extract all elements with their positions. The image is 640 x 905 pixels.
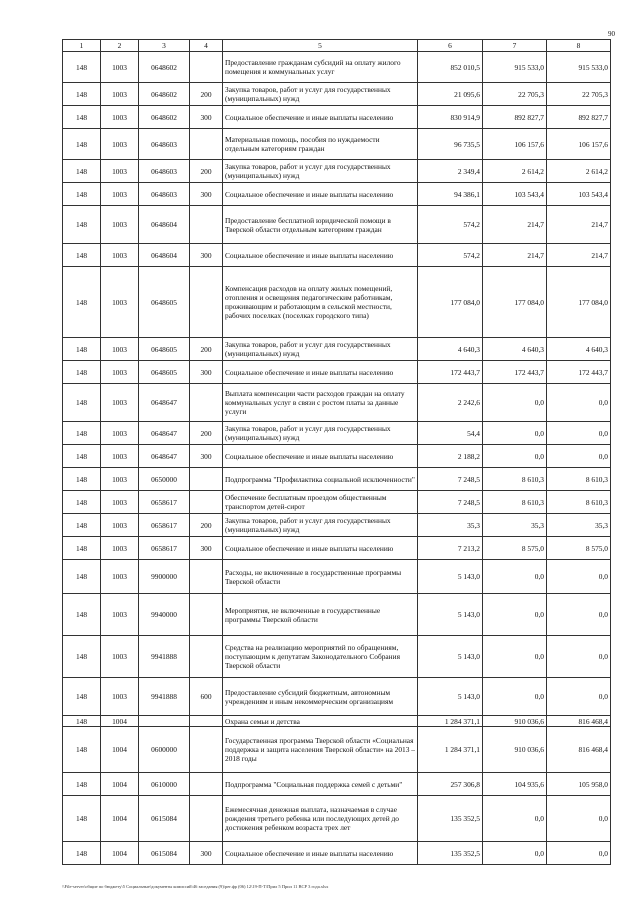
cell-amount-year1: 135 352,5	[418, 842, 483, 865]
cell-amount-year2: 910 036,6	[483, 716, 547, 727]
cell-amount-year2: 0,0	[483, 445, 547, 468]
cell-amount-year3: 0,0	[547, 384, 611, 422]
page-number: 90	[608, 30, 615, 38]
cell-expense-type: 300	[190, 106, 223, 129]
cell-amount-year3: 105 958,0	[547, 773, 611, 796]
cell-section-code: 1003	[101, 244, 139, 267]
cell-amount-year3: 0,0	[547, 636, 611, 678]
cell-amount-year1: 2 349,4	[418, 160, 483, 183]
cell-ministry-code: 148	[63, 491, 101, 514]
cell-expense-type: 300	[190, 445, 223, 468]
cell-expense-type	[190, 468, 223, 491]
cell-target-code: 0648647	[139, 422, 190, 445]
cell-ministry-code: 148	[63, 422, 101, 445]
cell-expense-type: 200	[190, 338, 223, 361]
cell-section-code: 1004	[101, 773, 139, 796]
cell-expense-type	[190, 727, 223, 773]
cell-amount-year1: 574,2	[418, 206, 483, 244]
table-row	[63, 244, 611, 267]
cell-amount-year2: 4 640,3	[483, 338, 547, 361]
cell-section-code: 1003	[101, 422, 139, 445]
cell-target-code: 0648605	[139, 338, 190, 361]
cell-amount-year2: 0,0	[483, 842, 547, 865]
cell-amount-year3: 0,0	[547, 594, 611, 636]
column-header: 2	[101, 40, 139, 52]
cell-section-code: 1003	[101, 267, 139, 338]
cell-description: Мероприятия, не включенные в государственные программы Тверской области	[223, 594, 418, 636]
cell-amount-year3: 4 640,3	[547, 338, 611, 361]
cell-expense-type	[190, 773, 223, 796]
cell-expense-type: 200	[190, 160, 223, 183]
cell-amount-year1: 1 284 371,1	[418, 727, 483, 773]
cell-description: Компенсация расходов на оплату жилых помещений, отопления и освещения педагогическим работникам, проживающим и работающим в сельской местности, рабочих поселках (поселках городского типа)	[223, 267, 418, 338]
cell-amount-year3: 214,7	[547, 244, 611, 267]
cell-amount-year2: 106 157,6	[483, 129, 547, 160]
cell-amount-year3: 2 614,2	[547, 160, 611, 183]
column-header: 5	[223, 40, 418, 52]
cell-amount-year3: 172 443,7	[547, 361, 611, 384]
cell-amount-year1: 5 143,0	[418, 594, 483, 636]
table-row	[63, 384, 611, 422]
cell-amount-year3: 0,0	[547, 445, 611, 468]
cell-target-code: 0615084	[139, 796, 190, 842]
cell-amount-year2: 8 610,3	[483, 468, 547, 491]
cell-target-code: 0648647	[139, 384, 190, 422]
cell-amount-year1: 5 143,0	[418, 560, 483, 594]
table-row	[63, 468, 611, 491]
cell-amount-year1: 21 095,6	[418, 83, 483, 106]
cell-amount-year3: 915 533,0	[547, 52, 611, 83]
table-row	[63, 796, 611, 842]
cell-description: Закупка товаров, работ и услуг для государственных (муниципальных) нужд	[223, 422, 418, 445]
cell-amount-year1: 135 352,5	[418, 796, 483, 842]
column-header: 7	[483, 40, 547, 52]
cell-section-code: 1004	[101, 716, 139, 727]
cell-section-code: 1003	[101, 160, 139, 183]
cell-amount-year1: 7 248,5	[418, 491, 483, 514]
cell-ministry-code: 148	[63, 244, 101, 267]
cell-description: Ежемесячная денежная выплата, назначаемая в случае рождения третьего ребенка или последующих детей до достижения ребенком возраста трех лет	[223, 796, 418, 842]
cell-section-code: 1004	[101, 842, 139, 865]
cell-section-code: 1004	[101, 796, 139, 842]
cell-description: Социальное обеспечение и иные выплаты населению	[223, 106, 418, 129]
cell-section-code: 1003	[101, 560, 139, 594]
cell-section-code: 1003	[101, 537, 139, 560]
cell-expense-type: 300	[190, 183, 223, 206]
cell-amount-year2: 214,7	[483, 206, 547, 244]
cell-description: Закупка товаров, работ и услуг для государственных (муниципальных) нужд	[223, 160, 418, 183]
cell-target-code: 0648605	[139, 361, 190, 384]
cell-expense-type: 300	[190, 244, 223, 267]
cell-description: Средства на реализацию мероприятий по обращениям, поступающим к депутатам Законодательного Собрания Тверской области	[223, 636, 418, 678]
cell-target-code: 9941888	[139, 636, 190, 678]
cell-amount-year1: 4 640,3	[418, 338, 483, 361]
cell-amount-year2: 35,3	[483, 514, 547, 537]
table-row	[63, 727, 611, 773]
cell-target-code: 9941888	[139, 678, 190, 716]
cell-section-code: 1003	[101, 83, 139, 106]
cell-amount-year3: 0,0	[547, 842, 611, 865]
cell-description: Подпрограмма "Профилактика социальной исключенности"	[223, 468, 418, 491]
cell-amount-year3: 0,0	[547, 796, 611, 842]
cell-expense-type: 200	[190, 422, 223, 445]
cell-description: Закупка товаров, работ и услуг для государственных (муниципальных) нужд	[223, 514, 418, 537]
cell-ministry-code: 148	[63, 727, 101, 773]
cell-expense-type	[190, 716, 223, 727]
cell-ministry-code: 148	[63, 773, 101, 796]
cell-description: Обеспечение бесплатным проездом общественным транспортом детей-сирот	[223, 491, 418, 514]
cell-expense-type	[190, 129, 223, 160]
cell-target-code: 0658617	[139, 514, 190, 537]
cell-amount-year3: 0,0	[547, 422, 611, 445]
cell-amount-year3: 214,7	[547, 206, 611, 244]
cell-amount-year2: 8 575,0	[483, 537, 547, 560]
budget-table	[62, 39, 611, 865]
cell-amount-year3: 106 157,6	[547, 129, 611, 160]
cell-expense-type	[190, 636, 223, 678]
cell-amount-year1: 35,3	[418, 514, 483, 537]
cell-description: Социальное обеспечение и иные выплаты населению	[223, 361, 418, 384]
cell-expense-type: 300	[190, 842, 223, 865]
table-row	[63, 206, 611, 244]
cell-target-code: 0615084	[139, 842, 190, 865]
cell-description: Социальное обеспечение и иные выплаты населению	[223, 244, 418, 267]
column-header: 3	[139, 40, 190, 52]
cell-ministry-code: 148	[63, 537, 101, 560]
cell-target-code: 0648603	[139, 160, 190, 183]
cell-amount-year2: 0,0	[483, 636, 547, 678]
cell-amount-year2: 177 084,0	[483, 267, 547, 338]
cell-target-code: 0650000	[139, 468, 190, 491]
cell-section-code: 1003	[101, 491, 139, 514]
column-header: 1	[63, 40, 101, 52]
cell-expense-type: 300	[190, 361, 223, 384]
cell-description: Подпрограмма "Социальная поддержка семей с детьми"	[223, 773, 418, 796]
cell-ministry-code: 148	[63, 52, 101, 83]
cell-target-code: 0658617	[139, 491, 190, 514]
cell-amount-year2: 104 935,6	[483, 773, 547, 796]
cell-amount-year1: 54,4	[418, 422, 483, 445]
column-header: 8	[547, 40, 611, 52]
cell-ministry-code: 148	[63, 636, 101, 678]
cell-amount-year2: 0,0	[483, 384, 547, 422]
cell-amount-year1: 2 188,2	[418, 445, 483, 468]
cell-description: Предоставление гражданам субсидий на оплату жилого помещения и коммунальных услуг	[223, 52, 418, 83]
cell-ministry-code: 148	[63, 129, 101, 160]
cell-ministry-code: 148	[63, 206, 101, 244]
cell-expense-type	[190, 560, 223, 594]
table-row	[63, 267, 611, 338]
cell-amount-year3: 0,0	[547, 678, 611, 716]
table-row	[63, 338, 611, 361]
cell-amount-year3: 103 543,4	[547, 183, 611, 206]
cell-description: Выплата компенсации части расходов граждан на оплату коммунальных услуг в связи с ростом платы за данные услуги	[223, 384, 418, 422]
cell-ministry-code: 148	[63, 678, 101, 716]
cell-description: Закупка товаров, работ и услуг для государственных (муниципальных) нужд	[223, 83, 418, 106]
cell-amount-year3: 816 468,4	[547, 727, 611, 773]
cell-amount-year3: 35,3	[547, 514, 611, 537]
cell-ministry-code: 148	[63, 445, 101, 468]
cell-amount-year2: 214,7	[483, 244, 547, 267]
cell-amount-year1: 7 248,5	[418, 468, 483, 491]
cell-section-code: 1003	[101, 338, 139, 361]
cell-description: Охрана семьи и детства	[223, 716, 418, 727]
cell-description: Социальное обеспечение и иные выплаты населению	[223, 842, 418, 865]
table-row	[63, 422, 611, 445]
table-row	[63, 537, 611, 560]
cell-amount-year2: 103 543,4	[483, 183, 547, 206]
cell-amount-year3: 0,0	[547, 560, 611, 594]
cell-target-code: 0648603	[139, 129, 190, 160]
cell-description: Закупка товаров, работ и услуг для государственных (муниципальных) нужд	[223, 338, 418, 361]
cell-expense-type	[190, 384, 223, 422]
cell-amount-year3: 22 705,3	[547, 83, 611, 106]
cell-amount-year1: 830 914,9	[418, 106, 483, 129]
cell-target-code: 0648602	[139, 106, 190, 129]
table-row	[63, 445, 611, 468]
cell-amount-year2: 8 610,3	[483, 491, 547, 514]
cell-target-code: 0648604	[139, 244, 190, 267]
cell-expense-type: 200	[190, 514, 223, 537]
cell-description: Социальное обеспечение и иные выплаты населению	[223, 183, 418, 206]
table-row	[63, 773, 611, 796]
cell-amount-year3: 892 827,7	[547, 106, 611, 129]
table-row	[63, 636, 611, 678]
cell-target-code: 0658617	[139, 537, 190, 560]
cell-amount-year1: 574,2	[418, 244, 483, 267]
cell-amount-year1: 852 010,5	[418, 52, 483, 83]
cell-amount-year2: 915 533,0	[483, 52, 547, 83]
cell-section-code: 1003	[101, 361, 139, 384]
cell-expense-type	[190, 267, 223, 338]
cell-amount-year1: 177 084,0	[418, 267, 483, 338]
cell-ministry-code: 148	[63, 514, 101, 537]
cell-section-code: 1003	[101, 52, 139, 83]
cell-description: Расходы, не включенные в государственные программы Тверской области	[223, 560, 418, 594]
table-row	[63, 514, 611, 537]
cell-expense-type	[190, 52, 223, 83]
cell-amount-year3: 8 610,3	[547, 491, 611, 514]
column-header: 4	[190, 40, 223, 52]
cell-ministry-code: 148	[63, 796, 101, 842]
cell-section-code: 1003	[101, 636, 139, 678]
table-row	[63, 361, 611, 384]
cell-section-code: 1003	[101, 206, 139, 244]
cell-amount-year2: 2 614,2	[483, 160, 547, 183]
cell-description: Государственная программа Тверской области «Социальная поддержка и защита населения Тверской области» на 2013 – 2018 годы	[223, 727, 418, 773]
table-row	[63, 160, 611, 183]
cell-target-code: 0648603	[139, 183, 190, 206]
cell-ministry-code: 148	[63, 716, 101, 727]
table-row	[63, 106, 611, 129]
cell-ministry-code: 148	[63, 106, 101, 129]
table-row	[63, 183, 611, 206]
cell-amount-year2: 0,0	[483, 678, 547, 716]
cell-section-code: 1003	[101, 183, 139, 206]
cell-amount-year1: 1 284 371,1	[418, 716, 483, 727]
cell-amount-year2: 0,0	[483, 594, 547, 636]
cell-expense-type	[190, 594, 223, 636]
cell-amount-year2: 22 705,3	[483, 83, 547, 106]
cell-ministry-code: 148	[63, 160, 101, 183]
cell-target-code: 9940000	[139, 594, 190, 636]
table-row	[63, 716, 611, 727]
cell-ministry-code: 148	[63, 560, 101, 594]
table-row	[63, 491, 611, 514]
cell-description: Социальное обеспечение и иные выплаты населению	[223, 537, 418, 560]
table-row	[63, 129, 611, 160]
cell-ministry-code: 148	[63, 338, 101, 361]
cell-amount-year1: 94 386,1	[418, 183, 483, 206]
cell-expense-type: 200	[190, 83, 223, 106]
cell-ministry-code: 148	[63, 594, 101, 636]
cell-amount-year3: 177 084,0	[547, 267, 611, 338]
cell-target-code	[139, 716, 190, 727]
cell-amount-year1: 2 242,6	[418, 384, 483, 422]
cell-section-code: 1004	[101, 727, 139, 773]
table-row	[63, 560, 611, 594]
table-row	[63, 594, 611, 636]
cell-amount-year1: 96 735,5	[418, 129, 483, 160]
cell-target-code: 0648605	[139, 267, 190, 338]
cell-section-code: 1003	[101, 514, 139, 537]
cell-description: Предоставление субсидий бюджетным, автономным учреждениям и иным некоммерческим организациям	[223, 678, 418, 716]
cell-amount-year3: 8 575,0	[547, 537, 611, 560]
cell-description: Социальное обеспечение и иные выплаты населению	[223, 445, 418, 468]
cell-section-code: 1003	[101, 445, 139, 468]
cell-amount-year2: 172 443,7	[483, 361, 547, 384]
cell-amount-year2: 0,0	[483, 560, 547, 594]
cell-amount-year3: 8 610,3	[547, 468, 611, 491]
cell-ministry-code: 148	[63, 468, 101, 491]
cell-section-code: 1003	[101, 678, 139, 716]
cell-target-code: 0648602	[139, 52, 190, 83]
cell-target-code: 9900000	[139, 560, 190, 594]
cell-section-code: 1003	[101, 468, 139, 491]
cell-ministry-code: 148	[63, 361, 101, 384]
cell-target-code: 0648647	[139, 445, 190, 468]
cell-section-code: 1003	[101, 594, 139, 636]
cell-description: Материальная помощь, пособия по нуждаемости отдельным категориям граждан	[223, 129, 418, 160]
header-row	[63, 40, 611, 52]
cell-amount-year1: 7 213,2	[418, 537, 483, 560]
table-row	[63, 83, 611, 106]
cell-amount-year2: 910 036,6	[483, 727, 547, 773]
cell-section-code: 1003	[101, 129, 139, 160]
cell-amount-year2: 0,0	[483, 422, 547, 445]
cell-ministry-code: 148	[63, 83, 101, 106]
cell-target-code: 0600000	[139, 727, 190, 773]
cell-amount-year1: 5 143,0	[418, 678, 483, 716]
file-path-footer: \\File-server\общие по бюджету\5 Социальные\документы комиссий\46 заседания (9)\рег.фр (06) 12\19-П-Т\Прил 5 Прил 11 ВСР 3 года.xlsx	[62, 884, 329, 889]
cell-target-code: 0610000	[139, 773, 190, 796]
cell-amount-year2: 892 827,7	[483, 106, 547, 129]
cell-expense-type: 600	[190, 678, 223, 716]
cell-amount-year1: 5 143,0	[418, 636, 483, 678]
cell-amount-year2: 0,0	[483, 796, 547, 842]
cell-target-code: 0648604	[139, 206, 190, 244]
cell-amount-year1: 257 306,8	[418, 773, 483, 796]
cell-description: Предоставление бесплатной юридической помощи в Тверской области отдельным категориям граждан	[223, 206, 418, 244]
cell-section-code: 1003	[101, 106, 139, 129]
cell-ministry-code: 148	[63, 384, 101, 422]
table-row	[63, 678, 611, 716]
cell-expense-type: 300	[190, 537, 223, 560]
cell-section-code: 1003	[101, 384, 139, 422]
column-header: 6	[418, 40, 483, 52]
cell-ministry-code: 148	[63, 842, 101, 865]
cell-expense-type	[190, 206, 223, 244]
table-row	[63, 52, 611, 83]
cell-expense-type	[190, 796, 223, 842]
cell-target-code: 0648602	[139, 83, 190, 106]
cell-ministry-code: 148	[63, 183, 101, 206]
cell-amount-year3: 816 468,4	[547, 716, 611, 727]
cell-amount-year1: 172 443,7	[418, 361, 483, 384]
cell-expense-type	[190, 491, 223, 514]
table-row	[63, 842, 611, 865]
cell-ministry-code: 148	[63, 267, 101, 338]
